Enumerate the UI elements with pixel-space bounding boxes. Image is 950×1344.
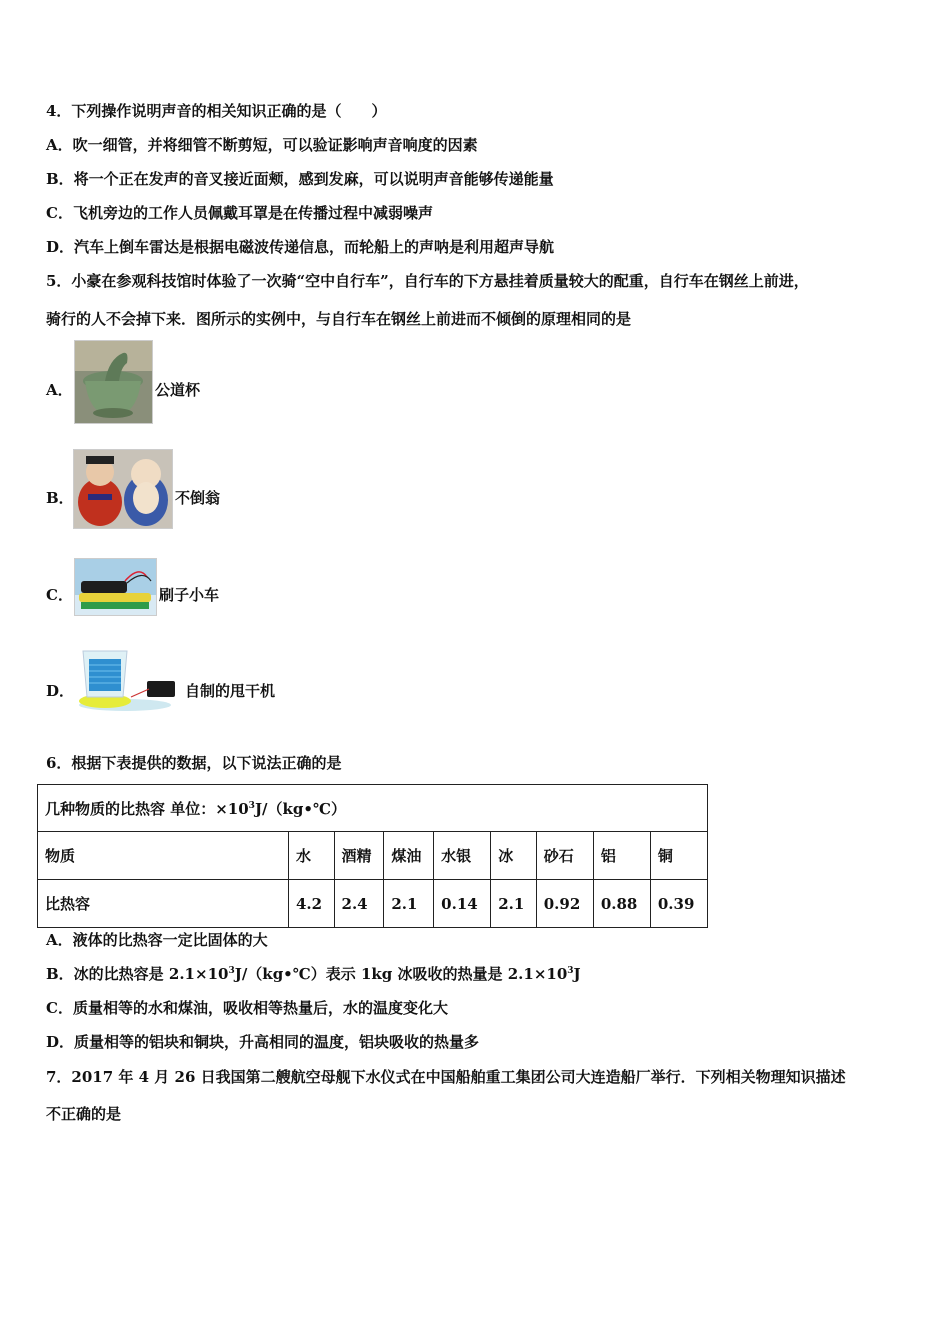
q5-option-d-caption: 自制的甩干机 xyxy=(185,682,276,700)
q4-stem: 4．下列操作说明声音的相关知识正确的是（ ） xyxy=(46,102,387,120)
table-cell: 酒精 xyxy=(334,832,384,880)
q6-option-c: C．质量相等的水和煤油，吸收相等热量后，水的温度变化大 xyxy=(46,999,448,1017)
q5-option-a-label: A． xyxy=(46,381,73,399)
q5-option-a-caption: 公道杯 xyxy=(155,381,201,399)
q7-stem-line1: 7．2017 年 4 月 26 日我国第二艘航空母舰下水仪式在中国船舶重工集团公司大连造船厂举行．下列相关物理知识描述 xyxy=(46,1068,846,1086)
q5-option-d-label: D． xyxy=(46,682,75,700)
table-caption: 几种物质的比热容 单位：$\times 10^3J/(kg•℃)$ xyxy=(38,785,708,832)
q4-option-c: C．飞机旁边的工作人员佩戴耳罩是在传播过程中减弱噪声 xyxy=(46,204,433,222)
q4-option-a: A．吹一细管，并将细管不断剪短，可以验证影响声音响度的因素 xyxy=(46,136,478,154)
q5-option-c-caption: 刷子小车 xyxy=(159,586,220,604)
q5-option-b-caption: 不倒翁 xyxy=(175,489,221,507)
table-cell: 2.1 xyxy=(384,880,434,928)
table-cell: 铝 xyxy=(593,832,650,880)
spin-dryer-image xyxy=(74,644,184,714)
q6-option-a: A．液体的比热容一定比固体的大 xyxy=(46,931,268,949)
table-cell: 0.92 xyxy=(536,880,593,928)
q6-option-b: B．冰的比热容是 $2.1\times 10^3J/(kg•℃)$表示 1kg 冰吸收的热量是 $2.1\times 10^3J$ xyxy=(46,965,581,983)
row-label-substance: 物质 xyxy=(38,832,289,880)
table-cell: 0.14 xyxy=(434,880,491,928)
brush-car-image xyxy=(74,558,157,616)
table-cell: 铜 xyxy=(650,832,707,880)
table-cell: 4.2 xyxy=(289,880,335,928)
q5-option-b-label: B． xyxy=(46,489,74,507)
q4-option-d: D．汽车上倒车雷达是根据电磁波传递信息，而轮船上的声呐是利用超声导航 xyxy=(46,238,555,256)
q6-stem: 6．根据下表提供的数据，以下说法正确的是 xyxy=(46,754,342,772)
q5-stem-line1: 5．小豪在参观科技馆时体验了一次骑“空中自行车”，自行车的下方悬挂着质量较大的配重，自行车在钢丝上前进， xyxy=(46,272,809,290)
gongdao-cup-image xyxy=(74,340,153,424)
table-cell: 2.4 xyxy=(334,880,384,928)
table-row xyxy=(38,832,708,880)
table-cell: 水 xyxy=(289,832,335,880)
table-cell: 砂石 xyxy=(536,832,593,880)
q7-stem-line2: 不正确的是 xyxy=(46,1105,122,1123)
table-row xyxy=(38,880,708,928)
table-cell: 0.88 xyxy=(593,880,650,928)
row-label-heat-capacity: 比热容 xyxy=(38,880,289,928)
tumbler-doll-image xyxy=(73,449,173,529)
q4-option-b: B．将一个正在发声的音叉接近面颊，感到发麻，可以说明声音能够传递能量 xyxy=(46,170,554,188)
table-cell: 煤油 xyxy=(384,832,434,880)
table-cell: 0.39 xyxy=(650,880,707,928)
q6-option-d: D．质量相等的铝块和铜块，升高相同的温度，铝块吸收的热量多 xyxy=(46,1033,480,1051)
table-cell: 冰 xyxy=(491,832,537,880)
specific-heat-table xyxy=(37,784,708,928)
table-cell: 水银 xyxy=(434,832,491,880)
q5-option-c-label: C． xyxy=(46,586,73,604)
table-cell: 2.1 xyxy=(491,880,537,928)
q5-stem-line2: 骑行的人不会掉下来．图所示的实例中，与自行车在钢丝上前进而不倾倒的原理相同的是 xyxy=(46,310,632,328)
